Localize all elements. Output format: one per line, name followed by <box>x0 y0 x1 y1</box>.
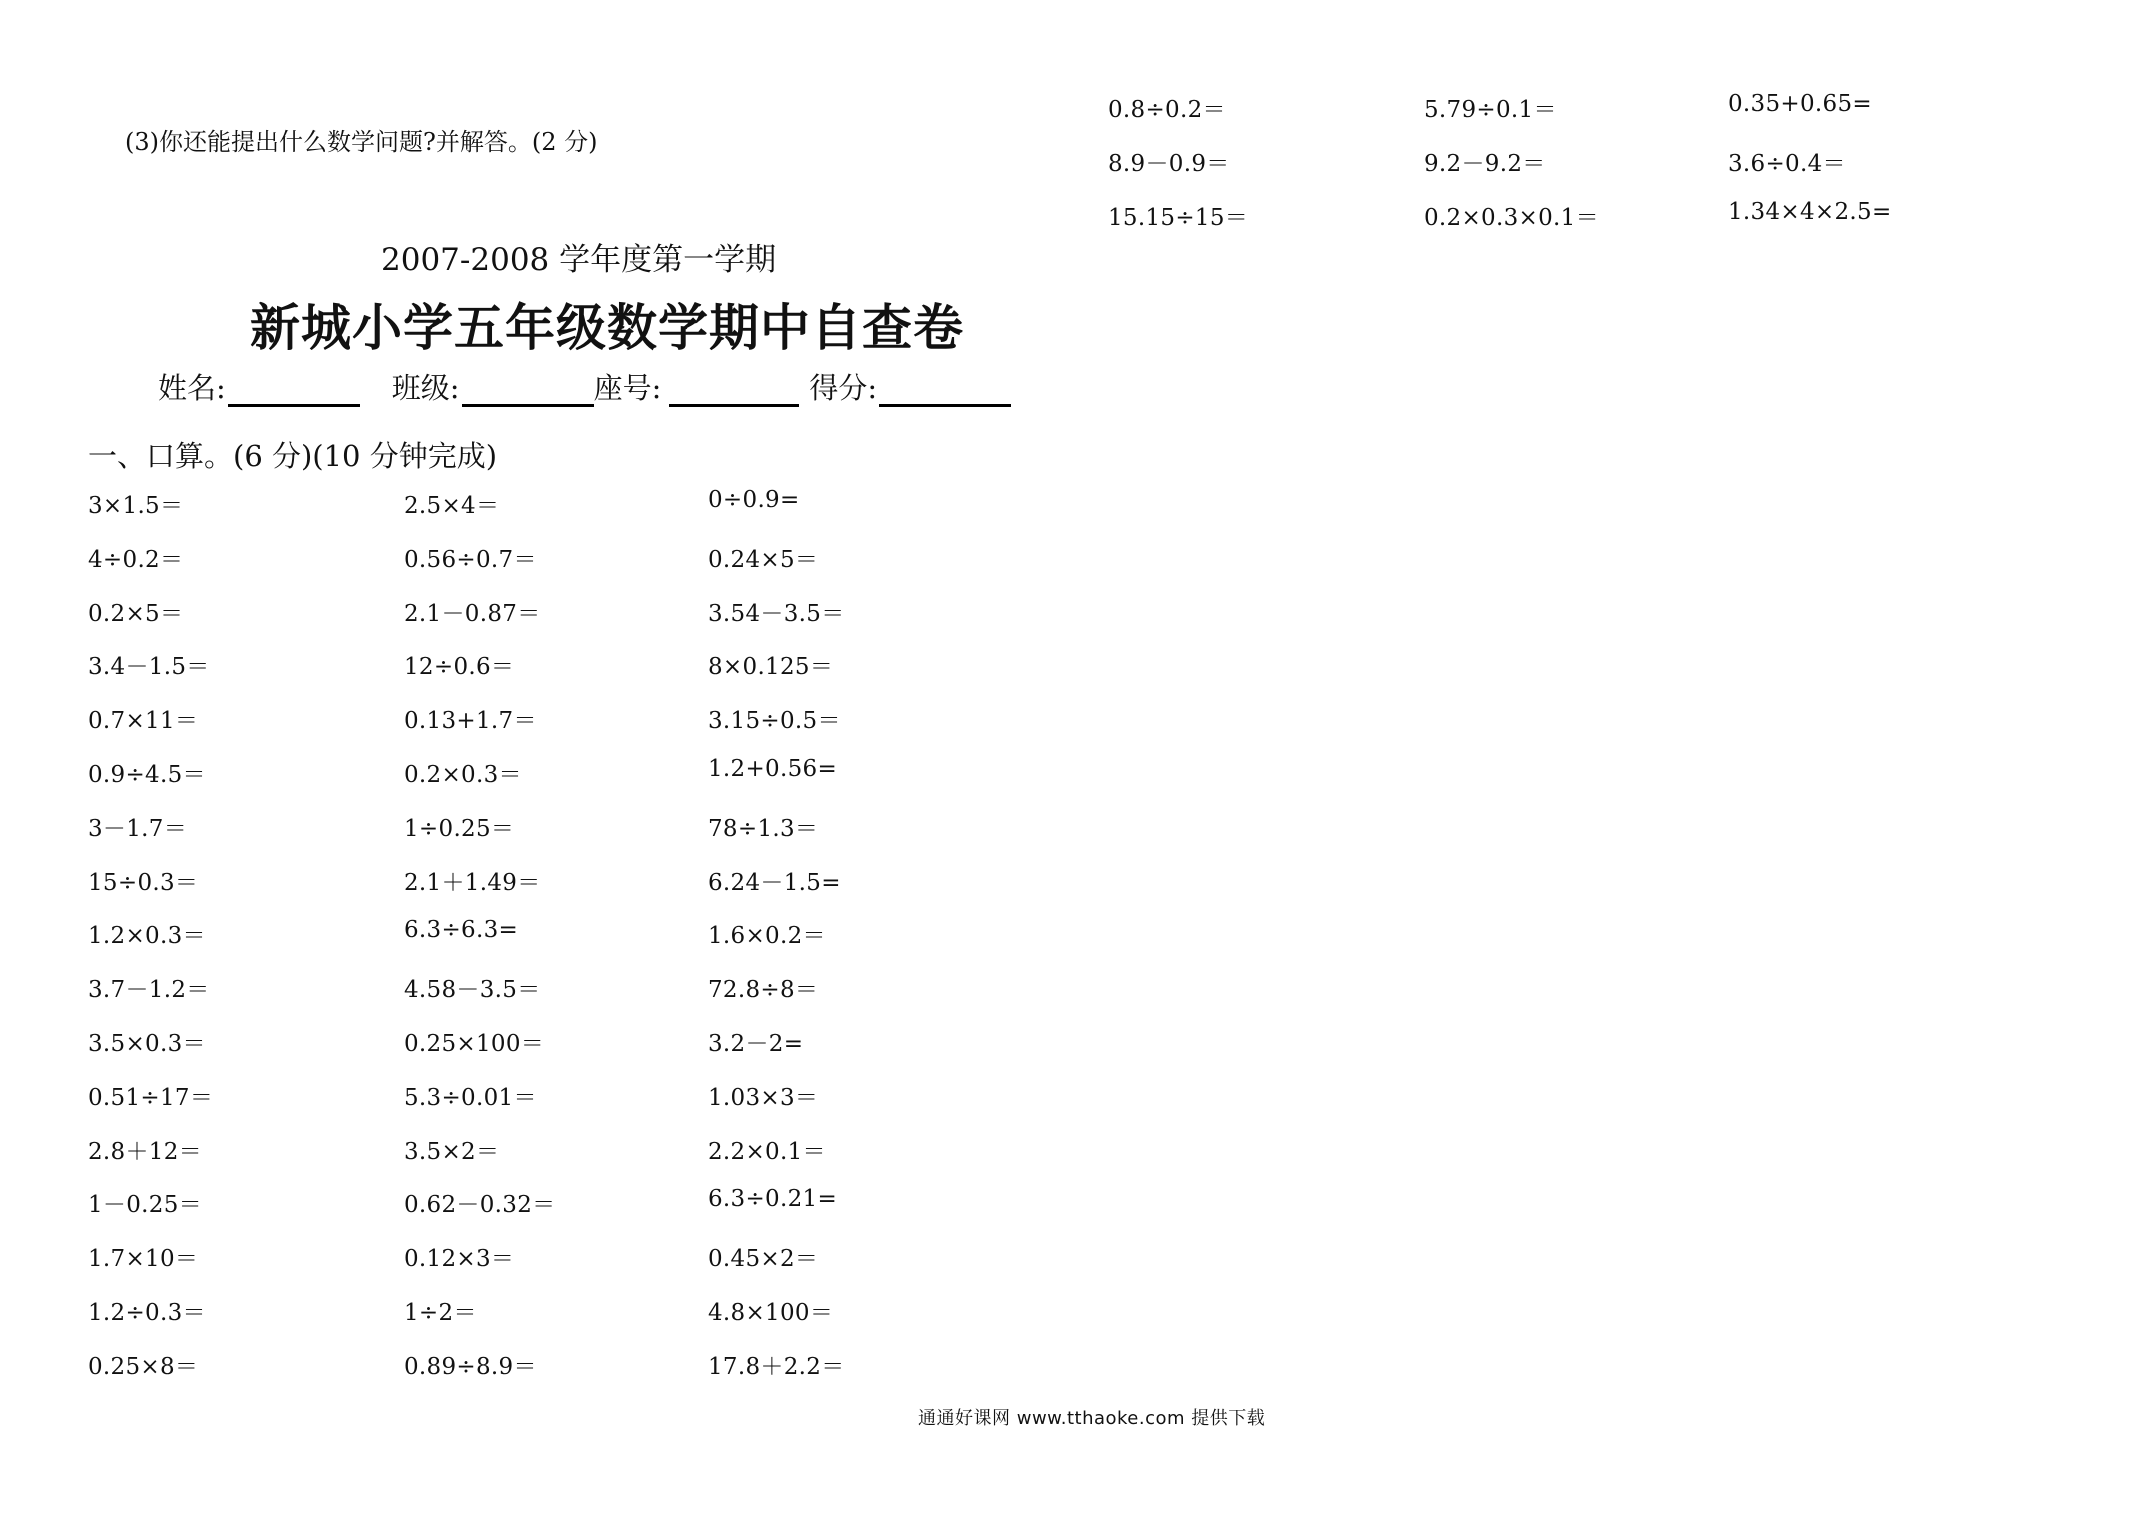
calculation-item: 2.1＋1.49＝ <box>404 869 541 896</box>
seat-label: 座号: <box>593 371 662 405</box>
calculation-item: 0.2×0.3×0.1＝ <box>1424 205 1599 231</box>
calculation-item: 3×1.5＝ <box>88 493 184 519</box>
calculation-item: 8×0.125＝ <box>708 654 834 681</box>
calculation-item: 5.79÷0.1＝ <box>1424 97 1557 123</box>
calculation-item: 3.15÷0.5＝ <box>708 708 841 735</box>
name-field <box>158 366 360 407</box>
calculation-item: 1.7×10＝ <box>88 1246 199 1273</box>
calculation-item: 0.35+0.65= <box>1728 91 1872 117</box>
calculation-item: 1.34×4×2.5= <box>1728 199 1892 225</box>
calculation-item: 4÷0.2＝ <box>88 546 184 573</box>
section-1-heading: 一、口算。(6 分)(10 分钟完成) <box>88 439 498 473</box>
class-blank[interactable] <box>462 374 594 407</box>
calculation-item: 6.3÷0.21= <box>708 1186 838 1213</box>
score-field <box>809 366 1011 407</box>
calculation-item: 0.56÷0.7＝ <box>404 546 537 573</box>
calculation-item: 1－0.25＝ <box>88 1192 202 1219</box>
calculation-item: 2.5×4＝ <box>404 493 500 519</box>
calculation-item: 0.24×5＝ <box>708 546 819 573</box>
calculation-item: 0.9÷4.5＝ <box>88 762 206 788</box>
calculation-item: 3.6÷0.4＝ <box>1728 151 1846 177</box>
calculation-item: 1.6×0.2＝ <box>708 923 826 950</box>
calculation-item: 0.89÷8.9＝ <box>404 1353 537 1380</box>
school-term: 2007-2008 学年度第一学期 <box>381 242 777 278</box>
seat-blank[interactable] <box>669 374 799 407</box>
name-blank[interactable] <box>228 374 360 407</box>
calculation-item: 1.03×3＝ <box>708 1084 819 1111</box>
calculation-item: 0.13+1.7＝ <box>404 708 537 735</box>
calculation-item: 0.62－0.32＝ <box>404 1192 556 1219</box>
calculation-item: 3.2－2= <box>708 1031 804 1057</box>
calculation-item: 2.1－0.87＝ <box>404 600 541 627</box>
calculation-item: 0.8÷0.2＝ <box>1108 97 1226 123</box>
score-label: 得分: <box>809 371 878 405</box>
calculation-item: 12÷0.6＝ <box>404 654 515 681</box>
calculation-item: 1.2+0.56= <box>708 756 838 782</box>
calculation-item: 78÷1.3＝ <box>708 815 819 842</box>
student-info-line <box>158 366 1011 407</box>
calculation-item: 3.54－3.5＝ <box>708 600 845 627</box>
footer-source: 通通好课网 www.tthaoke.com 提供下载 <box>918 1408 1266 1429</box>
calculation-item: 9.2－9.2＝ <box>1424 151 1546 177</box>
calculation-item: 17.8＋2.2＝ <box>708 1353 845 1380</box>
calculation-item: 0.2×0.3＝ <box>404 762 522 788</box>
calculation-item: 5.3÷0.01＝ <box>404 1084 537 1111</box>
calculation-item: 72.8÷8＝ <box>708 977 819 1004</box>
calculation-item: 0.7×11＝ <box>88 708 199 735</box>
calculation-item: 3.4－1.5＝ <box>88 654 210 681</box>
class-label: 班级: <box>391 371 460 405</box>
calculation-item: 15÷0.3＝ <box>88 869 199 896</box>
calculation-item: 6.3÷6.3= <box>404 917 519 944</box>
calculation-item: 8.9－0.9＝ <box>1108 151 1230 177</box>
calculation-item: 0.25×8＝ <box>88 1353 199 1380</box>
calculation-item: 1.2×0.3＝ <box>88 923 206 950</box>
calculation-item: 6.24－1.5= <box>708 869 841 896</box>
calculation-item: 0.25×100＝ <box>404 1031 545 1057</box>
calculation-item: 1÷2＝ <box>404 1300 477 1326</box>
calculation-item: 0.12×3＝ <box>404 1246 515 1273</box>
calculation-item: 0÷0.9= <box>708 487 800 513</box>
calculation-item: 3.5×2＝ <box>404 1138 500 1165</box>
calculation-item: 2.8＋12＝ <box>88 1138 202 1165</box>
name-label: 姓名: <box>158 371 226 405</box>
exam-title: 新城小学五年级数学期中自查卷 <box>250 298 964 357</box>
calculation-item: 3－1.7＝ <box>88 815 188 842</box>
seat-field <box>594 366 800 407</box>
calculation-item: 1.2÷0.3＝ <box>88 1300 206 1326</box>
calculation-item: 2.2×0.1＝ <box>708 1138 826 1165</box>
calculation-item: 0.45×2＝ <box>708 1246 819 1273</box>
calculation-item: 15.15÷15＝ <box>1108 205 1249 231</box>
calculation-item: 0.2×5＝ <box>88 600 184 627</box>
class-field <box>392 366 594 407</box>
calculation-item: 4.58－3.5＝ <box>404 977 541 1004</box>
calculation-item: 1÷0.25＝ <box>404 815 515 842</box>
calculation-item: 4.8×100＝ <box>708 1300 834 1326</box>
calculation-item: 3.5×0.3＝ <box>88 1031 206 1057</box>
calculation-item: 3.7－1.2＝ <box>88 977 210 1004</box>
question-3-prompt: (3)你还能提出什么数学问题?并解答。(2 分) <box>125 128 598 156</box>
calculation-item: 0.51÷17＝ <box>88 1084 214 1111</box>
score-blank[interactable] <box>879 374 1011 407</box>
